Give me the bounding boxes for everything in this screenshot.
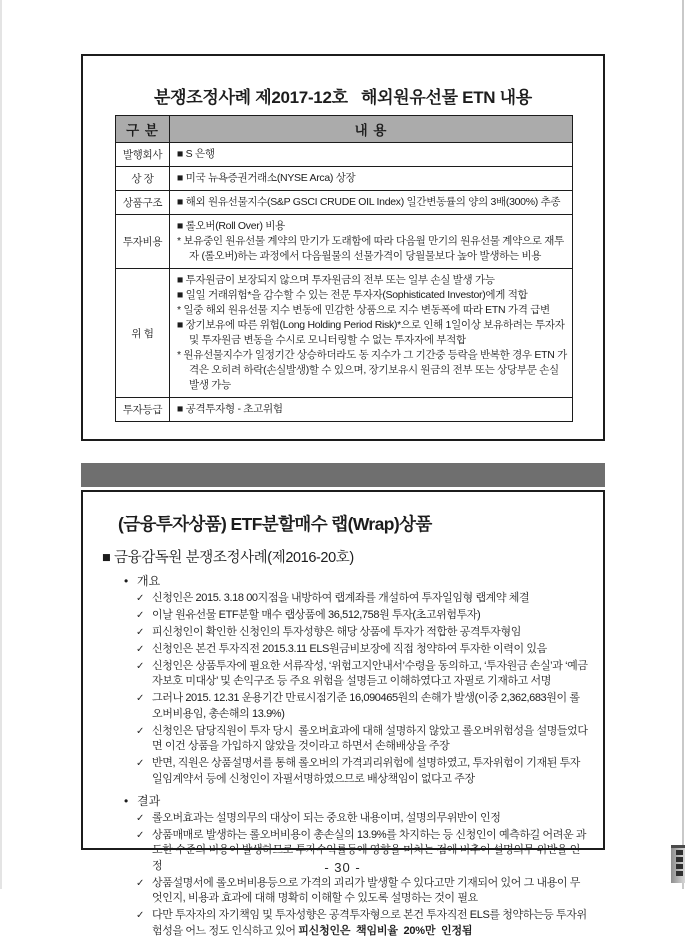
content-line: * 원유선물지수가 일정기간 상승하더라도 동 지수가 그 기간중 등락을 반복한 경우 ETN 가격은 오히려 하락(손실발생)할 수 있으며, 장기보유시 원금의 전부 또는 상당부문 손실발생 가능	[177, 349, 567, 391]
checkmark-icon: ✓	[136, 609, 145, 621]
row-label: 투자비용	[116, 215, 170, 269]
content-line: ■ 롤오버(Roll Over) 비용	[177, 220, 285, 232]
checkmark-icon: ✓	[136, 877, 145, 889]
check-item-text: 상품매매로 발생하는 롤오버비용이 총손실의 13.9%를 차지하는 등 신청인이 예측하길 어려운 과도한 수준의 비용이 발생하므로 투자수익률등에 영향을 미치는 점에 비추어 설명의무 위반을 인정	[152, 828, 587, 872]
row-content	[170, 191, 573, 215]
table-row	[116, 167, 573, 191]
check-item	[136, 811, 589, 827]
content-line: ■ 미국 뉴욕증권거래소(NYSE Arca) 상장	[177, 172, 356, 184]
row-content	[170, 269, 573, 398]
check-item-text: 롤오버효과는 설명의무의 대상이 되는 중요한 내용이며, 설명의무위반이 인정	[152, 811, 501, 824]
row-content	[170, 143, 573, 167]
check-item-text: 반면, 직원은 상품설명서를 통해 롤오버의 가격괴리위험에 설명하였고, 투자위험이 기재된 투자일임계약서 등에 신청인이 자필서명하였으므로 배상책임이 없다고 주장	[152, 757, 581, 785]
page-right-edge	[682, 0, 684, 889]
check-item-text: 신청인은 상품투자에 필요한 서류작성, ‘위험고지안내서’수령을 동의하고, ‘투자원금 손실’과 ‘예금자보호 미대상’ 및 손익구조 등 주요 위험을 설명듣고 이해하였다고 자필로 기재하고 서명	[152, 659, 588, 687]
checkmark-icon: ✓	[136, 829, 145, 841]
content-line: ■ 해외 원유선물지수(S&P GSCI CRUDE OIL Index) 일간변동률의 양의 3배(300%) 추종	[177, 196, 561, 208]
bullet-icon: •	[124, 574, 129, 588]
section-heading	[124, 794, 589, 809]
check-item	[136, 591, 589, 607]
check-item-text: 상품설명서에 롤오버비용등으로 가격의 괴리가 발생할 수 있다고만 기재되어 있어 그 내용이 무엇인지, 비용과 효과에 대해 명확히 이해할 수 있도록 설명하는 것이 필요	[152, 876, 581, 904]
check-item	[136, 756, 589, 787]
check-item-text: 피신청인이 확인한 신청인의 투자성향은 해당 상품에 투자가 적합한 공격투자형임	[152, 625, 521, 638]
wrap-box-title: (금융투자상품) ETF분할매수 랩(Wrap)상품	[118, 514, 432, 534]
check-item-text: 이날 원유선물 ETF분할 매수 랩상품에 36,512,758원 투자(초고위험투자)	[152, 608, 481, 621]
case-sections	[124, 574, 589, 939]
check-item	[136, 642, 589, 658]
checkmark-icon: ✓	[136, 660, 145, 672]
table-row	[116, 191, 573, 215]
check-item	[136, 908, 589, 939]
checkmark-icon: ✓	[136, 725, 145, 737]
row-label: 발행회사	[116, 143, 170, 167]
row-label: 상 장	[116, 167, 170, 191]
wrap-box-subtitle: ■ 금융감독원 분쟁조정사례(제2016-20호)	[102, 550, 354, 566]
check-item	[136, 724, 589, 755]
edge-toolbar-button-icon[interactable]	[676, 850, 683, 855]
content-line: ■ 장기보유에 따른 위험(Long Holding Period Risk)*으로 인해 1일이상 보유하려는 투자자 및 투자원금 변동을 수시로 모니터링할 수 없는 투자자에 부적합	[177, 319, 565, 346]
edge-toolbar-button-icon[interactable]	[676, 871, 683, 876]
page-left-edge	[0, 0, 2, 889]
page-number: - 30 -	[324, 860, 361, 875]
table-header-row	[116, 116, 573, 143]
header-cell-category: 구 분	[116, 116, 170, 143]
content-line: * 보유중인 원유선물 계약의 만기가 도래함에 따라 다음월 만기의 원유선물 계약으로 재투자 (롤오버)하는 과정에서 다음월물의 선물가격이 당월물보다 높아 발생하는 비용	[177, 235, 564, 262]
check-item	[136, 625, 589, 641]
edge-toolbar-button-icon[interactable]	[676, 857, 683, 862]
row-label: 투자등급	[116, 398, 170, 422]
section-heading	[124, 574, 589, 589]
table-row	[116, 215, 573, 269]
check-item	[136, 691, 589, 722]
etn-table-body	[116, 143, 573, 422]
row-content	[170, 398, 573, 422]
checkmark-icon: ✓	[136, 643, 145, 655]
check-item	[136, 659, 589, 690]
row-label: 위 험	[116, 269, 170, 398]
check-item-text: 그러나 2015. 12.31 운용기간 만료시점기준 16,090465원의 손해가 발생(이중 2,362,683원이 롤오버비용임, 총손해의 13.9%)	[152, 692, 580, 720]
etn-table-header	[116, 116, 573, 143]
header-cell-content: 내 용	[170, 116, 573, 143]
etn-box-title: 분쟁조정사례 제2017-12호 해외원유선물 ETN 내용	[154, 88, 532, 107]
content-line: * 일중 해외 원유선물 지수 변동에 민감한 상품으로 지수 변동폭에 따라 ETN 가격 급변	[177, 304, 550, 316]
content-line: ■ S 은행	[177, 148, 215, 160]
content-line: ■ 투자원금이 보장되지 않으며 투자원금의 전부 또는 일부 손실 발생 가능	[177, 274, 495, 286]
content-line: ■ 일일 거래위험*을 감수할 수 있는 전문 투자자(Sophisticated Investor)에게 적합	[177, 289, 528, 301]
check-item-text: 다만 투자자의 자기책임 및 투자성향은 공격투자형으로 본건 투자직전 ELS를 청약하는등 투자위험성을 어느 정도 인식하고 있어 피신청인은 책임비율 20%만 인정됨	[152, 909, 587, 937]
checkmark-icon: ✓	[136, 693, 145, 704]
check-item-text: 신청인은 담당직원이 투자 당시 롤오버효과에 대해 설명하지 않았고 롤오버위험성을 설명들었다면 이건 상품을 가입하지 않았을 것이라고 하면서 손해배상을 주장	[152, 724, 588, 752]
section-divider-bar	[81, 463, 605, 487]
edge-toolbar	[671, 845, 685, 883]
etn-info-box	[81, 54, 605, 441]
section-heading-label: 개요	[137, 574, 161, 588]
checkmark-icon: ✓	[136, 812, 145, 824]
row-content	[170, 167, 573, 191]
checkmark-icon: ✓	[136, 758, 145, 769]
row-content	[170, 215, 573, 269]
check-item	[136, 608, 589, 624]
bullet-icon: •	[124, 794, 129, 808]
content-line: ■ 공격투자형 - 초고위험	[177, 403, 283, 415]
section-heading-label: 결과	[137, 794, 161, 808]
row-label: 상품구조	[116, 191, 170, 215]
table-row	[116, 269, 573, 398]
edge-toolbar-button-icon[interactable]	[676, 864, 683, 869]
checkmark-icon: ✓	[136, 910, 145, 921]
table-row	[116, 143, 573, 167]
table-row	[116, 398, 573, 422]
etn-table	[115, 115, 573, 422]
check-item	[136, 876, 589, 907]
checkmark-icon: ✓	[136, 592, 145, 604]
checkmark-icon: ✓	[136, 626, 145, 638]
check-item-text: 신청인은 2015. 3.18 00지점을 내방하여 랩계좌를 개설하여 투자일임형 랩계약 체결	[152, 591, 530, 604]
check-item-text: 신청인은 본건 투자직전 2015.3.11 ELS원금비보장에 직접 청약하여 투자한 이력이 있음	[152, 642, 547, 655]
